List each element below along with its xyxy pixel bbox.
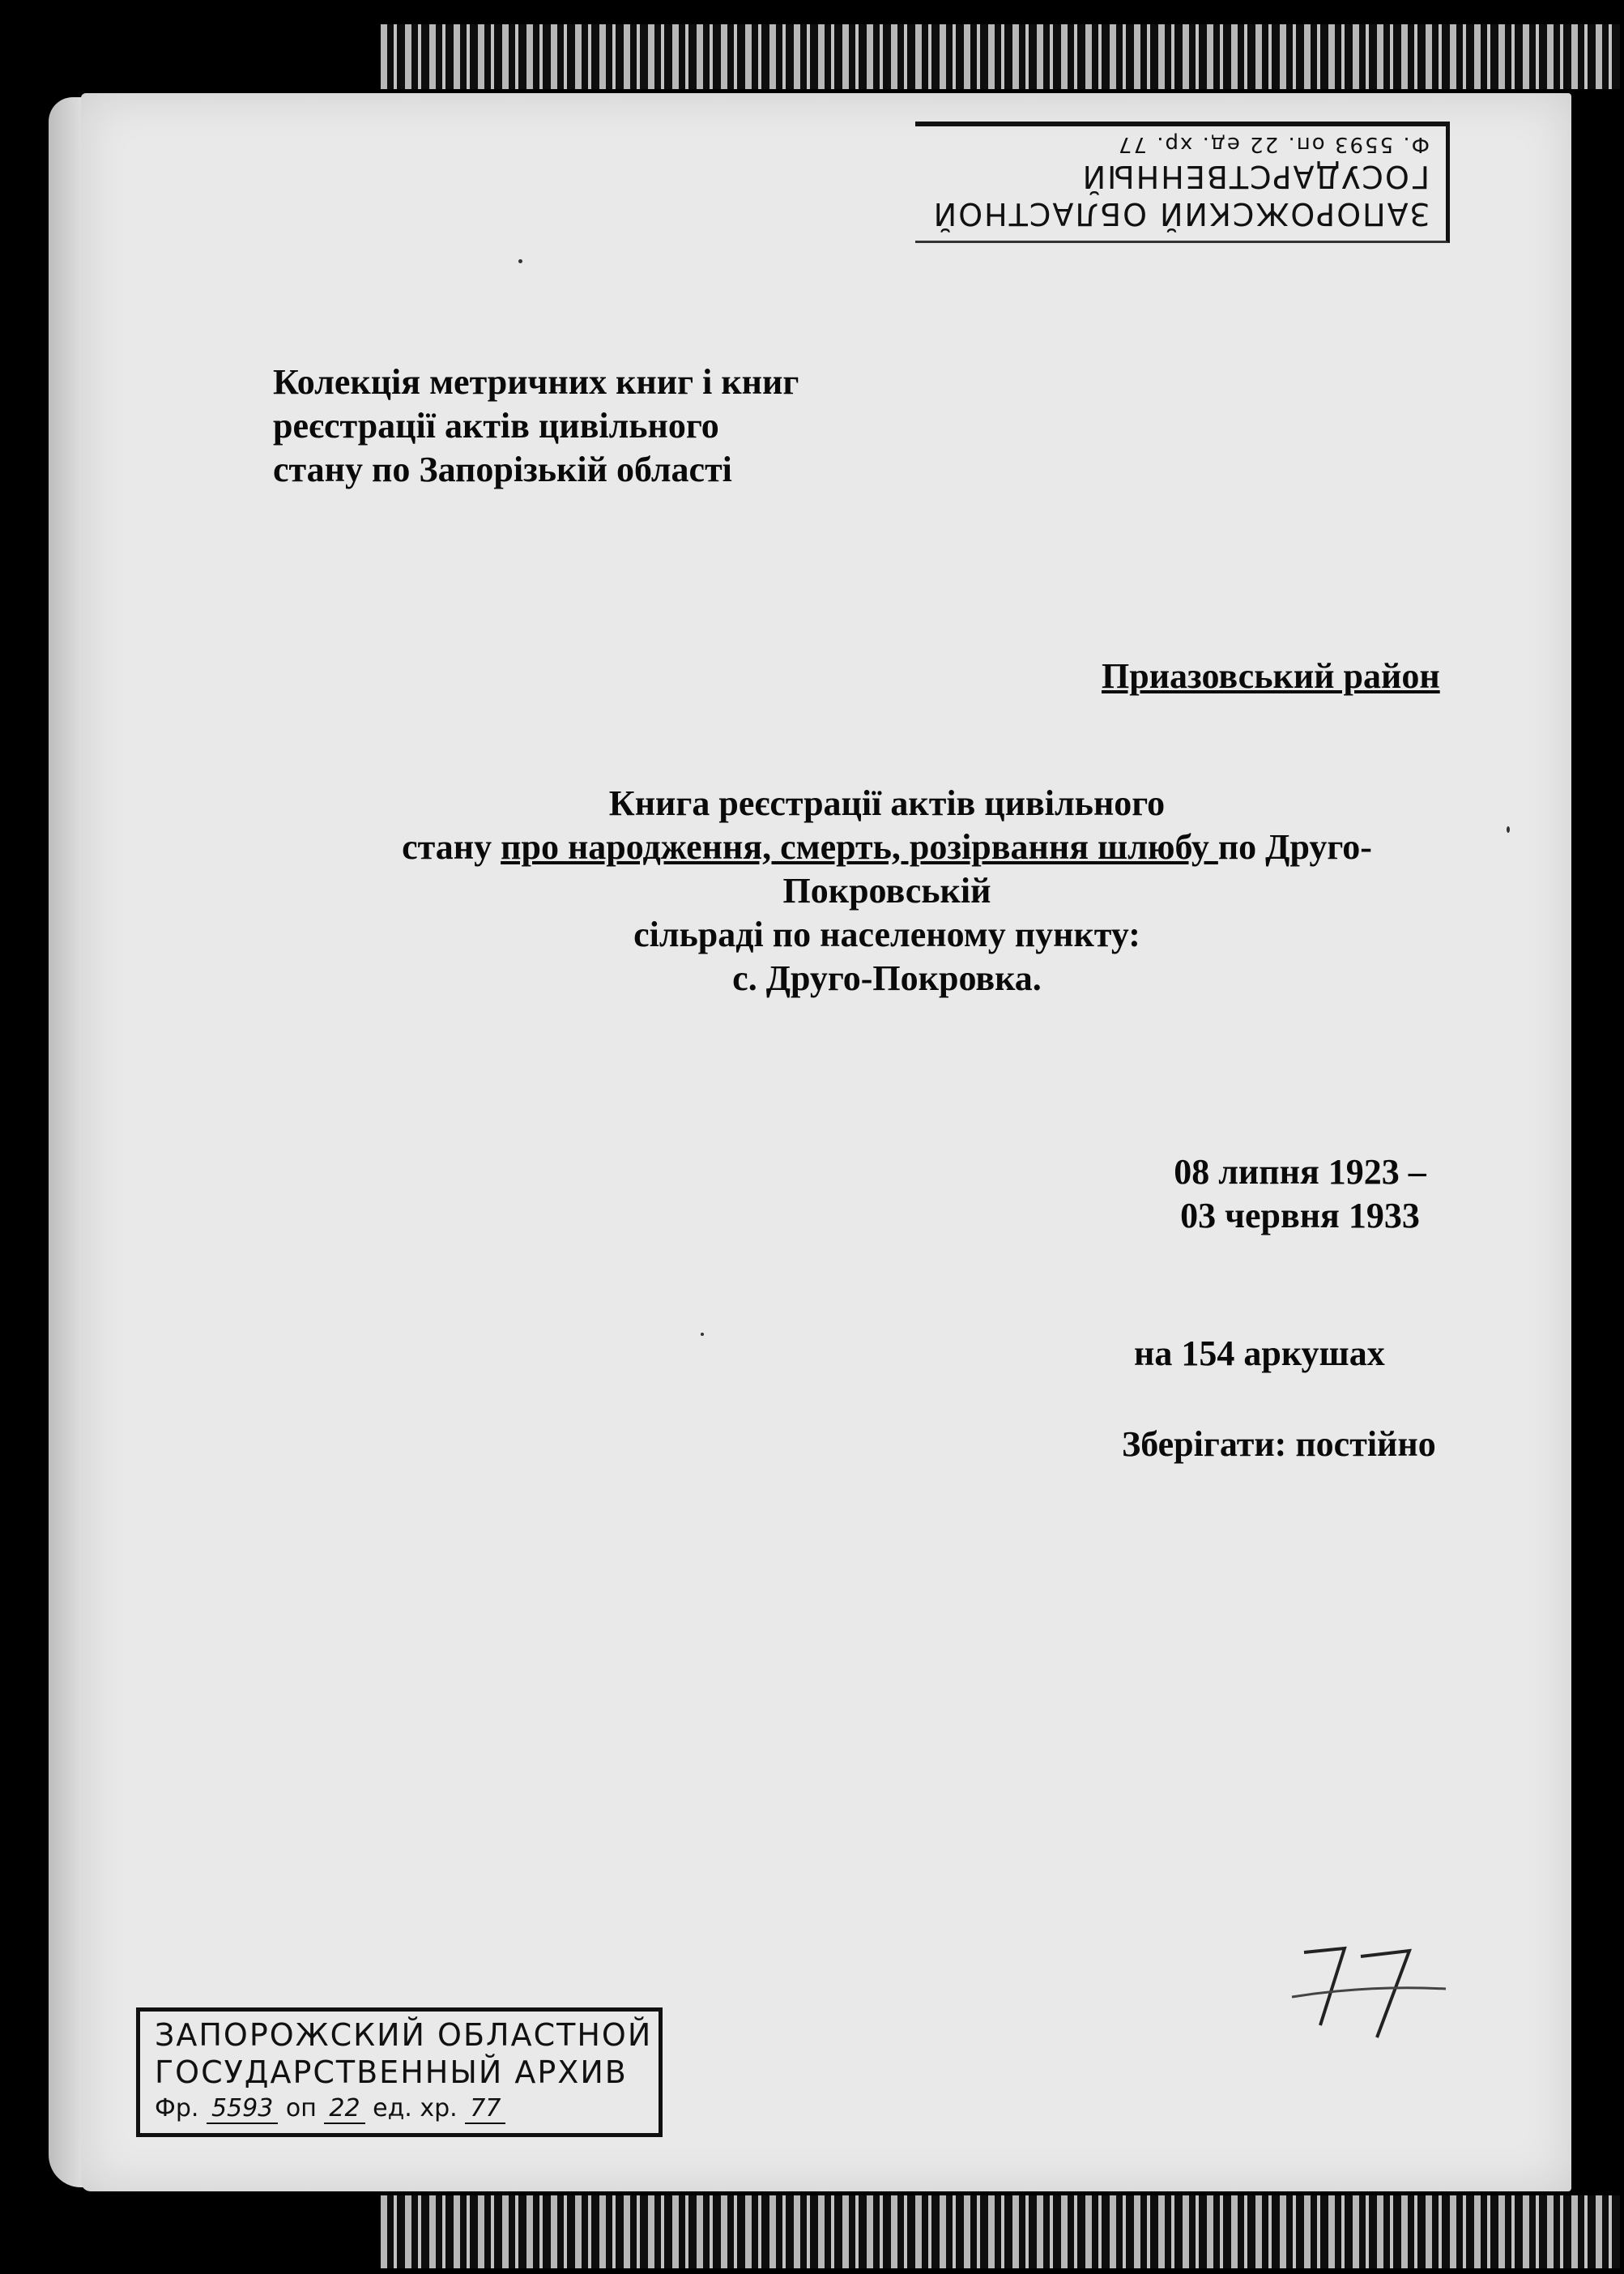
book-title-line1: Книга реєстрації актів цивільного	[608, 783, 1166, 823]
book-title-line5: с. Друго-Покровка.	[732, 958, 1042, 998]
book-title-line2	[267, 826, 1507, 869]
date-range	[1138, 1150, 1462, 1238]
date-from: 08 липня 1923 –	[1174, 1152, 1426, 1192]
collection-title-line1: Колекція метричних книг і книг	[273, 362, 799, 402]
book-title-line2-underlined: про народження, смерть, розірвання шлюбу	[501, 827, 1218, 867]
stamp-opis-value: 22	[324, 2094, 364, 2124]
stamp-top-line2: ГОСУДАРСТВЕННЫЙ	[1081, 159, 1430, 194]
stamp-top-line3: Ф. 5593 оп. 22 ед. хр. 77	[1116, 132, 1430, 156]
film-strip-top	[381, 24, 1620, 89]
stamp-opis-label: оп	[285, 2094, 317, 2123]
stamp-item-value: 77	[465, 2094, 505, 2124]
district-heading: Приазовський район	[1102, 656, 1440, 696]
collection-title-line2: реєстрації актів цивільного	[273, 406, 719, 446]
retention-note: Зберігати: постійно	[1122, 1424, 1436, 1464]
book-title	[267, 782, 1507, 1000]
date-to: 03 червня 1933	[1180, 1196, 1420, 1235]
film-strip-bottom	[381, 2195, 1620, 2268]
collection-title-line3: стану по Запорізькій області	[273, 450, 732, 489]
stamp-bottom-line1: ЗАПОРОЖСКИЙ ОБЛАСТНОЙ	[155, 2017, 653, 2053]
handwritten-page-number	[1288, 1936, 1450, 2050]
dust-speck	[701, 1333, 704, 1336]
stamp-fond-label: Фр.	[155, 2094, 199, 2123]
book-title-line4: сільраді по населеному пункту:	[633, 915, 1140, 954]
dust-speck	[1507, 826, 1510, 833]
collection-title	[273, 361, 921, 492]
stamp-bottom-line3	[155, 2091, 644, 2127]
book-title-line2-pre: стану	[402, 827, 501, 867]
stamp-top-line1: ЗАПОРОЖСКИЙ ОБЛАСТНОЙ	[931, 196, 1430, 232]
dust-speck	[518, 259, 522, 263]
book-title-line2-post: по Друго-	[1217, 827, 1372, 867]
stamp-bottom-line2: ГОСУДАРСТВЕННЫЙ АРХИВ	[155, 2054, 628, 2090]
archive-stamp-bottom	[136, 2007, 663, 2137]
archive-stamp-top	[915, 122, 1450, 243]
stamp-fond-value: 5593	[207, 2094, 278, 2124]
stamp-item-label: ед. хр.	[373, 2094, 458, 2123]
sheet-count: на 154 аркушах	[1134, 1333, 1385, 1373]
book-title-line3: Покровській	[782, 871, 991, 911]
